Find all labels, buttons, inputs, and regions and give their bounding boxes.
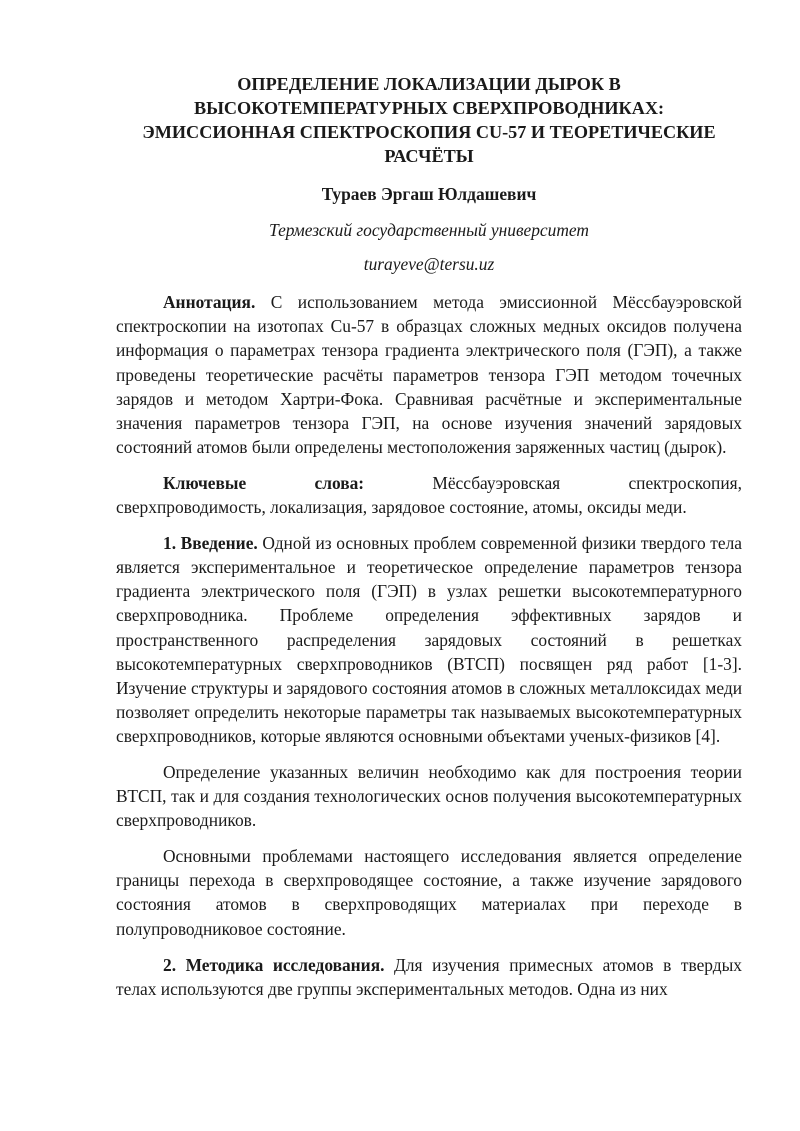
intro-paragraph <box>116 531 742 748</box>
paper-page <box>116 72 742 1013</box>
method-paragraph <box>116 953 742 1001</box>
abstract-paragraph <box>116 290 742 459</box>
abstract-label: Аннотация. <box>163 292 256 313</box>
author-affiliation: Термезский государственный университет <box>269 220 589 241</box>
author-name: Тураев Эргаш Юлдашевич <box>321 184 537 204</box>
keyword-2: спектроскопия, <box>628 472 742 493</box>
keywords-label-2: слова: <box>314 472 365 493</box>
keywords-line <box>116 471 742 495</box>
keywords-rest: сверхпроводимость, локализация, зарядовое состояние, атомы, оксиды меди. <box>116 497 687 518</box>
paper-title: ОПРЕДЕЛЕНИЕ ЛОКАЛИЗАЦИИ ДЫРОК В ВЫСОКОТЕМПЕРАТУРНЫХ СВЕРХПРОВОДНИКАХ: ЭМИССИОННАЯ СПЕКТРОСКОПИЯ CU-57 И ТЕОРЕТИЧЕСКИЕ РАСЧЁТЫ <box>142 74 716 166</box>
method-text: Для изучения примесных атомов в твердых телах используются две группы экспериментальных методов. Одна из них <box>116 954 742 999</box>
abstract-text: С использованием метода эмиссионной Мёссбауэровской спектроскопии на изотопах Cu-57 в образцах сложных медных оксидов получена информация о параметрах тензора градиента электрического поля (ГЭП), а также проведены теоретические расчёты параметров тензора ГЭП методом точечных зарядов и методом Хартри-Фока. Сравнивая расчётные и экспериментальные значения параметров тензора ГЭП, на основе изучения значений зарядовых состояний атомов были определены местоположения заряженных частиц (дырок). <box>116 292 742 457</box>
intro-text: Одной из основных проблем современной физики твердого тела является экспериментальное и теоретическое определение параметров тензора градиента электрического поля (ГЭП) в узлах решетки высокотемпературного сверхпроводника. Проблеме определения эффективных зарядов и пространственного распределения зарядовых состояний в решетках высокотемпературных сверхпроводников (ВТСП) посвящен ряд работ [1-3]. Изучение структуры и зарядового состояния атомов в сложных металлоксидах меди позволяет определить некоторые параметры так называемых высокотемпературных сверхпроводников, которые являются основными объектами ученых-физиков [4]. <box>116 533 743 746</box>
paragraph-2: Определение указанных величин необходимо как для построения теории ВТСП, так и для создания технологических основ получения высокотемпературных сверхпроводников. <box>116 761 742 831</box>
keyword-1: Мёссбауэровская <box>432 472 561 493</box>
intro-label: 1. Введение. <box>163 533 258 554</box>
keywords-label-1: Ключевые <box>163 472 247 493</box>
paragraph-3: Основными проблемами настоящего исследования является определение границы перехода в сверхпроводящее состояние, а также изучение зарядового состояния атомов в сверхпроводящих материалах при переходе в полупроводниковое состояние. <box>116 846 742 939</box>
method-label: 2. Методика исследования. <box>163 954 385 975</box>
author-email: turayeve@tersu.uz <box>363 254 495 275</box>
